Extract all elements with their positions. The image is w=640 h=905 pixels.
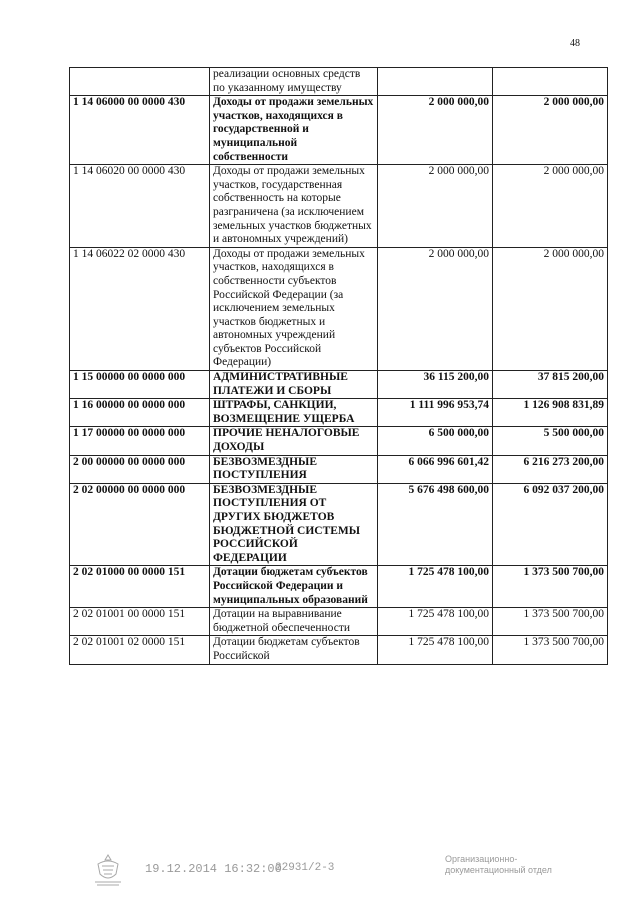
footer-datetime: 19.12.2014 16:32:00 [145, 862, 282, 876]
row-name: Доходы от продажи земельных участков, находящихся в государственной и муниципальной собственности [210, 96, 378, 165]
footer-org [445, 854, 552, 876]
row-code: 2 02 00000 00 0000 000 [70, 483, 210, 566]
revenue-table [69, 67, 608, 665]
footer-doc-number: 32931/2-3 [275, 862, 335, 874]
row-name: Дотации бюджетам субъектов Российской [210, 636, 378, 664]
row-code: 2 02 01001 02 0000 151 [70, 636, 210, 664]
table-row [70, 566, 608, 608]
table-row [70, 455, 608, 483]
coat-of-arms-icon [92, 852, 124, 886]
row-value-2016: 6 216 273 200,00 [493, 455, 608, 483]
row-code: 2 02 01001 00 0000 151 [70, 608, 210, 636]
table-row [70, 427, 608, 455]
table-row [70, 399, 608, 427]
row-value-2016: 1 373 500 700,00 [493, 608, 608, 636]
row-value-2016: 37 815 200,00 [493, 371, 608, 399]
row-value-2015: 2 000 000,00 [378, 165, 493, 248]
row-name: Дотации на выравнивание бюджетной обеспеченности [210, 608, 378, 636]
row-name: ПРОЧИЕ НЕНАЛОГОВЫЕ ДОХОДЫ [210, 427, 378, 455]
row-value-2015: 1 725 478 100,00 [378, 566, 493, 608]
row-value-2016: 2 000 000,00 [493, 96, 608, 165]
row-name: Доходы от продажи земельных участков, находящихся в собственности субъектов Российской Федерации (за исключением земельных участков бюджетных и автономных учреждений субъектов Российской Федерации) [210, 247, 378, 370]
row-code: 1 16 00000 00 0000 000 [70, 399, 210, 427]
document-footer [0, 850, 640, 890]
row-name: БЕЗВОЗМЕЗДНЫЕ ПОСТУПЛЕНИЯ [210, 455, 378, 483]
page-number: 48 [570, 38, 580, 49]
row-value-2015: 36 115 200,00 [378, 371, 493, 399]
table-row [70, 608, 608, 636]
row-name: ШТРАФЫ, САНКЦИИ, ВОЗМЕЩЕНИЕ УЩЕРБА [210, 399, 378, 427]
row-code: 1 15 00000 00 0000 000 [70, 371, 210, 399]
row-name: реализации основных средств по указанному имуществу [210, 68, 378, 96]
table-row [70, 96, 608, 165]
row-value-2016: 2 000 000,00 [493, 165, 608, 248]
row-value-2015 [378, 68, 493, 96]
row-value-2015: 5 676 498 600,00 [378, 483, 493, 566]
row-value-2015: 1 111 996 953,74 [378, 399, 493, 427]
row-value-2016: 1 373 500 700,00 [493, 566, 608, 608]
table-row [70, 636, 608, 664]
row-name: АДМИНИСТРАТИВНЫЕ ПЛАТЕЖИ И СБОРЫ [210, 371, 378, 399]
row-value-2016: 2 000 000,00 [493, 247, 608, 370]
row-code: 1 14 06000 00 0000 430 [70, 96, 210, 165]
row-code: 1 14 06022 02 0000 430 [70, 247, 210, 370]
row-name: БЕЗВОЗМЕЗДНЫЕ ПОСТУПЛЕНИЯ ОТ ДРУГИХ БЮДЖЕТОВ БЮДЖЕТНОЙ СИСТЕМЫ РОССИЙСКОЙ ФЕДЕРАЦИИ [210, 483, 378, 566]
table-row [70, 247, 608, 370]
row-code: 1 14 06020 00 0000 430 [70, 165, 210, 248]
row-value-2016: 5 500 000,00 [493, 427, 608, 455]
row-name: Дотации бюджетам субъектов Российской Федерации и муниципальных образований [210, 566, 378, 608]
footer-org-line2: документационный отдел [445, 865, 552, 875]
table-row [70, 483, 608, 566]
row-code: 2 02 01000 00 0000 151 [70, 566, 210, 608]
row-value-2015: 2 000 000,00 [378, 96, 493, 165]
row-code: 2 00 00000 00 0000 000 [70, 455, 210, 483]
table-row [70, 165, 608, 248]
row-value-2015: 6 500 000,00 [378, 427, 493, 455]
row-value-2015: 2 000 000,00 [378, 247, 493, 370]
row-value-2015: 1 725 478 100,00 [378, 608, 493, 636]
row-value-2016: 6 092 037 200,00 [493, 483, 608, 566]
row-value-2016 [493, 68, 608, 96]
row-code [70, 68, 210, 96]
row-value-2016: 1 126 908 831,89 [493, 399, 608, 427]
row-name: Доходы от продажи земельных участков, государственная собственность на которые разграничена (за исключением земельных участков бюджетных и автономных учреждений) [210, 165, 378, 248]
row-value-2015: 6 066 996 601,42 [378, 455, 493, 483]
row-value-2015: 1 725 478 100,00 [378, 636, 493, 664]
row-value-2016: 1 373 500 700,00 [493, 636, 608, 664]
revenue-table-body [70, 68, 608, 665]
table-row [70, 371, 608, 399]
table-row [70, 68, 608, 96]
row-code: 1 17 00000 00 0000 000 [70, 427, 210, 455]
footer-org-line1: Организационно- [445, 854, 518, 864]
